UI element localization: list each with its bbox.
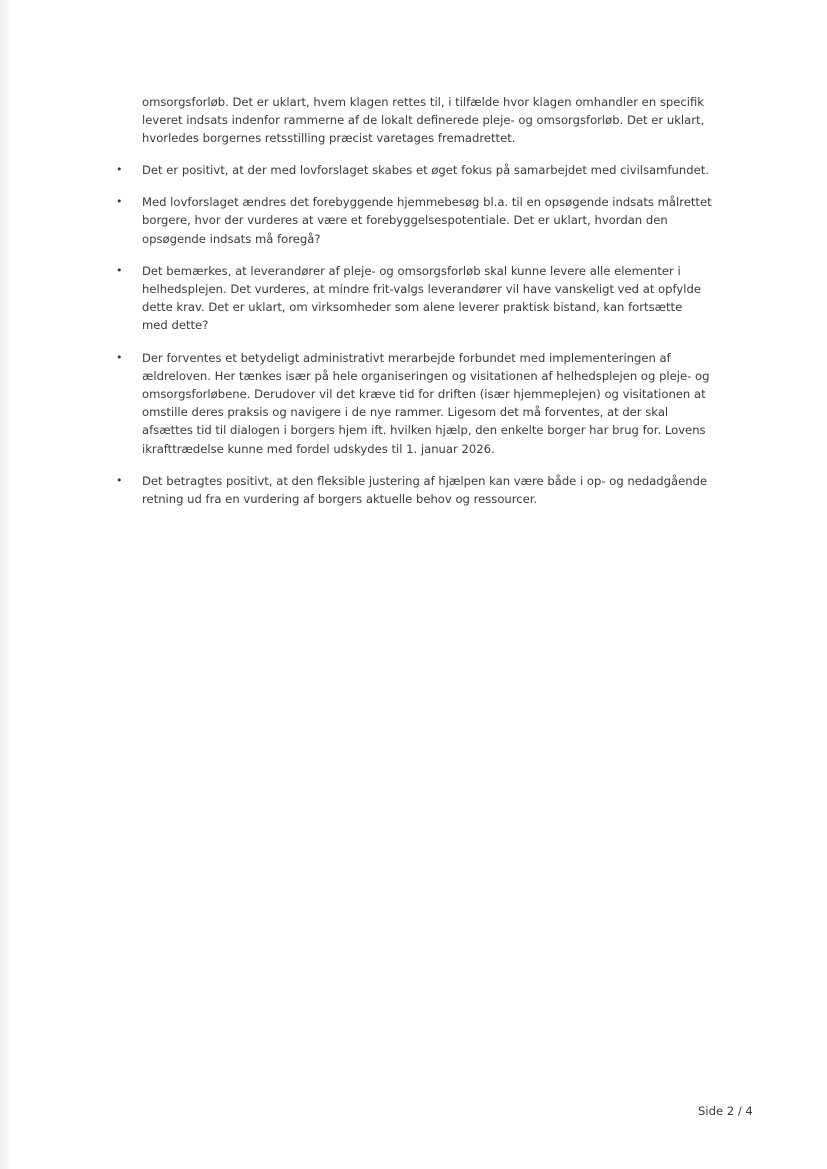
bullet-marker: •	[116, 263, 123, 277]
list-item	[116, 349, 766, 458]
bullet-text: Med lovforslaget ændres det forebyggende hjemmebesøg bl.a. til en opsøgende indsats målrettet borgere, hvor der vurderes at være et forebyggelsespotentiale. Det er uklart, hvordan den opsøgende indsats må foregå?	[142, 195, 712, 246]
list-item	[116, 262, 766, 335]
page-number: Side 2 / 4	[698, 1104, 753, 1118]
continuation-paragraph: omsorgsforløb. Det er uklart, hvem klagen rettes til, i tilfælde hvor klagen omhandler en specifik leveret indsats indenfor rammerne af de lokalt definerede pleje- og omsorgsforløb. Det er uklart, hvorledes borgernes retsstilling præcist varetages fremadrettet.	[142, 95, 705, 146]
bullet-marker: •	[116, 473, 123, 487]
list-item	[116, 193, 766, 248]
bullet-marker: •	[116, 163, 123, 176]
bullet-text: Det bemærkes, at leverandører af pleje- og omsorgsforløb skal kunne levere alle elementer i helhedsplejen. Det vurderes, at mindre frit-valgs leverandører vil have vanskeligt ved at opfylde dette krav. Det er uklart, om virksomheder som alene leverer praktisk bistand, kan fortsætte med dette?	[142, 263, 701, 333]
scan-edge-shadow	[0, 0, 12, 1169]
bullet-text: Der forventes et betydeligt administrativt merarbejde forbundet med implementeringen af ældreloven. Her tænkes især på hele organiseringen og visitationen af helhedsplejen og pleje- og omsorgsforløbene. Derudover vil det kræve tid for driften (især hjemmeplejen) og visitationen at omstille deres praksis og navigere i de nye rammer. Ligesom det må forventes, at der skal afsættes tid til dialogen i borgers hjem ift. hvilken hjælp, den enkelte borger har brug for. Lovens ikrafttrædelse kunne med fordel udskydes til 1. januar 2026.	[142, 350, 710, 456]
bullet-marker: •	[116, 195, 123, 209]
list-item	[116, 161, 766, 179]
bullet-text: Det er positivt, at der med lovforslaget skabes et øget fokus på samarbejdet med civilsamfundet.	[142, 163, 709, 177]
list-item	[116, 472, 766, 508]
bullet-marker: •	[116, 350, 123, 364]
bullet-text: Det betragtes positivt, at den fleksible justering af hjælpen kan være både i op- og nedadgående retning ud fra en vurdering af borgers aktuelle behov og ressourcer.	[142, 473, 708, 507]
bullet-list	[116, 161, 766, 522]
